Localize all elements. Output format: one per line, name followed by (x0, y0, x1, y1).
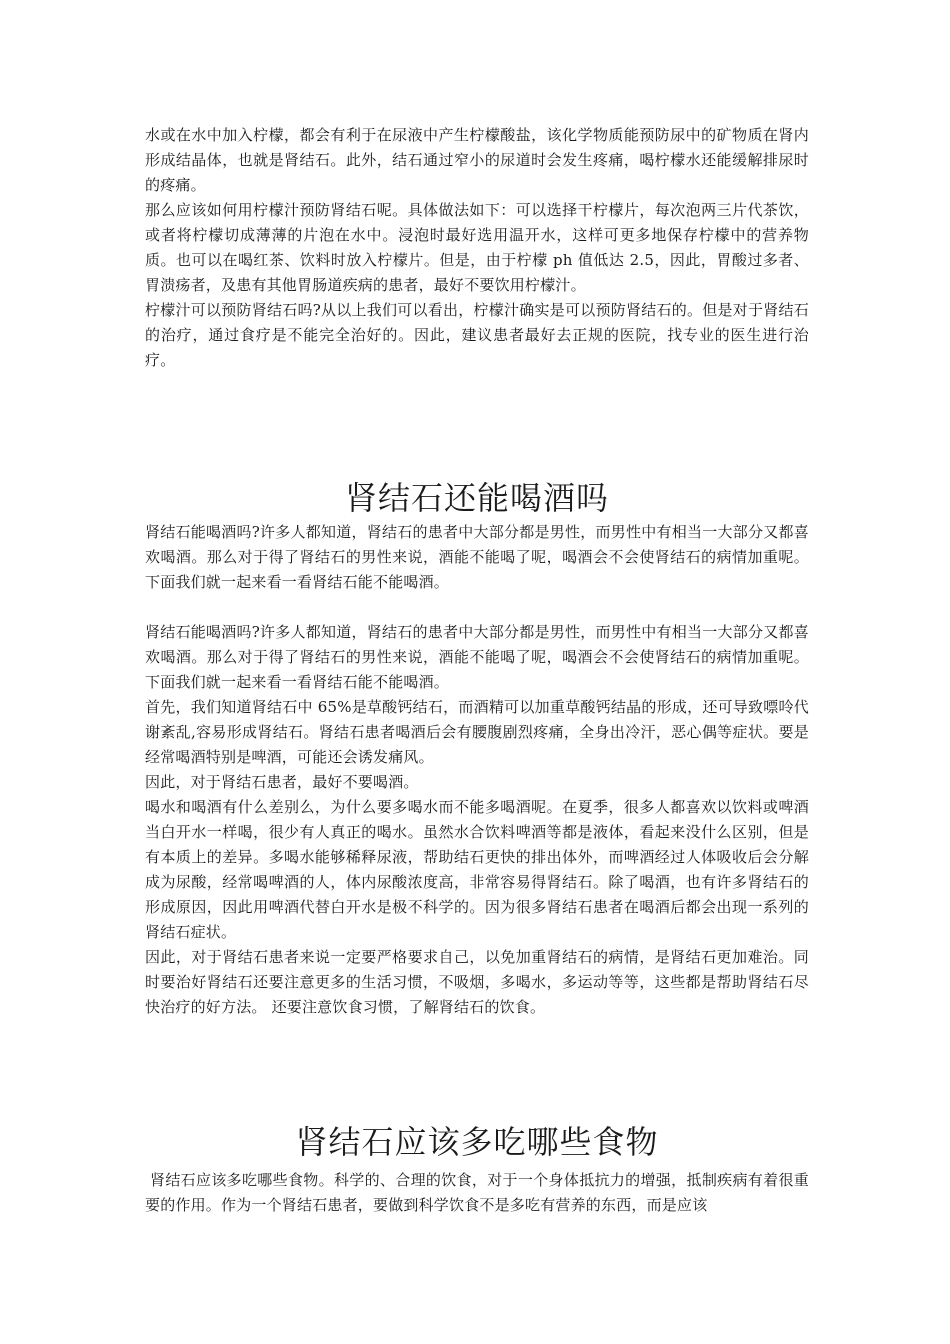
intro-section (145, 123, 809, 373)
alcohol-section (145, 520, 809, 1020)
alcohol-paragraph: 首先，我们知道肾结石中 65%是草酸钙结石，而酒精可以加重草酸钙结晶的形成，还可导致嘌呤代谢紊乱,容易形成肾结石。肾结石患者喝酒后会有腰腹剧烈疼痛，全身出冷汗，恶心偶等症状。要是经常喝酒特别是啤酒，可能还会诱发痛风。 (145, 698, 809, 766)
food-paragraph: 肾结石应该多吃哪些食物。科学的、合理的饮食，对于一个身体抵抗力的增强，抵制疾病有着很重要的作用。作为一个肾结石患者，要做到科学饮食不是多吃有营养的东西，而是应该 (145, 1171, 809, 1214)
section-heading-alcohol: 肾结石还能喝酒吗 (344, 479, 609, 517)
alcohol-paragraph: 肾结石能喝酒吗?许多人都知道，肾结石的患者中大部分都是男性，而男性中有相当一大部分又都喜欢喝酒。那么对于得了肾结石的男性来说，酒能不能喝了呢，喝酒会不会使肾结石的病情加重呢。下面我们就一起来看一看肾结石能不能喝酒。 (145, 623, 809, 691)
alcohol-paragraph: 肾结石能喝酒吗?许多人都知道，肾结石的患者中大部分都是男性，而男性中有相当一大部分又都喜欢喝酒。那么对于得了肾结石的男性来说，酒能不能喝了呢，喝酒会不会使肾结石的病情加重呢。下面我们就一起来看一看肾结石能不能喝酒。 (145, 523, 809, 591)
intro-paragraph: 柠檬汁可以预防肾结石吗?从以上我们可以看出，柠檬汁确实是可以预防肾结石的。但是对于肾结石的治疗，通过食疗是不能完全治好的。因此，建议患者最好去正规的医院，找专业的医生进行治疗。 (145, 301, 809, 369)
alcohol-paragraph: 因此，对于肾结石患者，最好不要喝酒。 (145, 773, 419, 791)
food-section (145, 1168, 809, 1218)
intro-paragraph: 水或在水中加入柠檬，都会有利于在尿液中产生柠檬酸盐，该化学物质能预防尿中的矿物质在肾内形成结晶体，也就是肾结石。此外，结石通过窄小的尿道时会发生疼痛，喝柠檬水还能缓解排尿时的疼痛。 (145, 126, 809, 194)
intro-paragraph: 那么应该如何用柠檬汁预防肾结石呢。具体做法如下：可以选择干柠檬片，每次泡两三片代茶饮，或者将柠檬切成薄薄的片泡在水中。浸泡时最好选用温开水，这样可更多地保存柠檬中的营养物质。也可以在喝红茶、饮料时放入柠檬片。但是，由于柠檬 ph 值低达 2.5，因此，胃酸过多者、胃溃疡者，及患有其他胃肠道疾病的患者，最好不要饮用柠檬汁。 (145, 201, 809, 294)
alcohol-paragraph: 喝水和喝酒有什么差别么，为什么要多喝水而不能多喝酒呢。在夏季，很多人都喜欢以饮料或啤酒当白开水一样喝，很少有人真正的喝水。虽然水合饮料啤酒等都是液体，看起来没什么区别，但是有本质上的差异。多喝水能够稀释尿液，帮助结石更快的排出体外，而啤酒经过人体吸收后会分解成为尿酸，经常喝啤酒的人，体内尿酸浓度高，非常容易得肾结石。除了喝酒，也有许多肾结石的形成原因，因此用啤酒代替白开水是极不科学的。因为很多肾结石患者在喝酒后都会出现一系列的肾结石症状。 (145, 798, 809, 941)
section-heading-food: 肾结石应该多吃哪些食物 (295, 1123, 659, 1161)
alcohol-paragraph: 因此，对于肾结石患者来说一定要严格要求自己，以免加重肾结石的病情，是肾结石更加难治。同时要治好肾结石还要注意更多的生活习惯，不吸烟，多喝水，多运动等等，这些都是帮助肾结石尽快治疗的好方法。 还要注意饮食习惯，了解肾结石的饮食。 (145, 948, 809, 1016)
